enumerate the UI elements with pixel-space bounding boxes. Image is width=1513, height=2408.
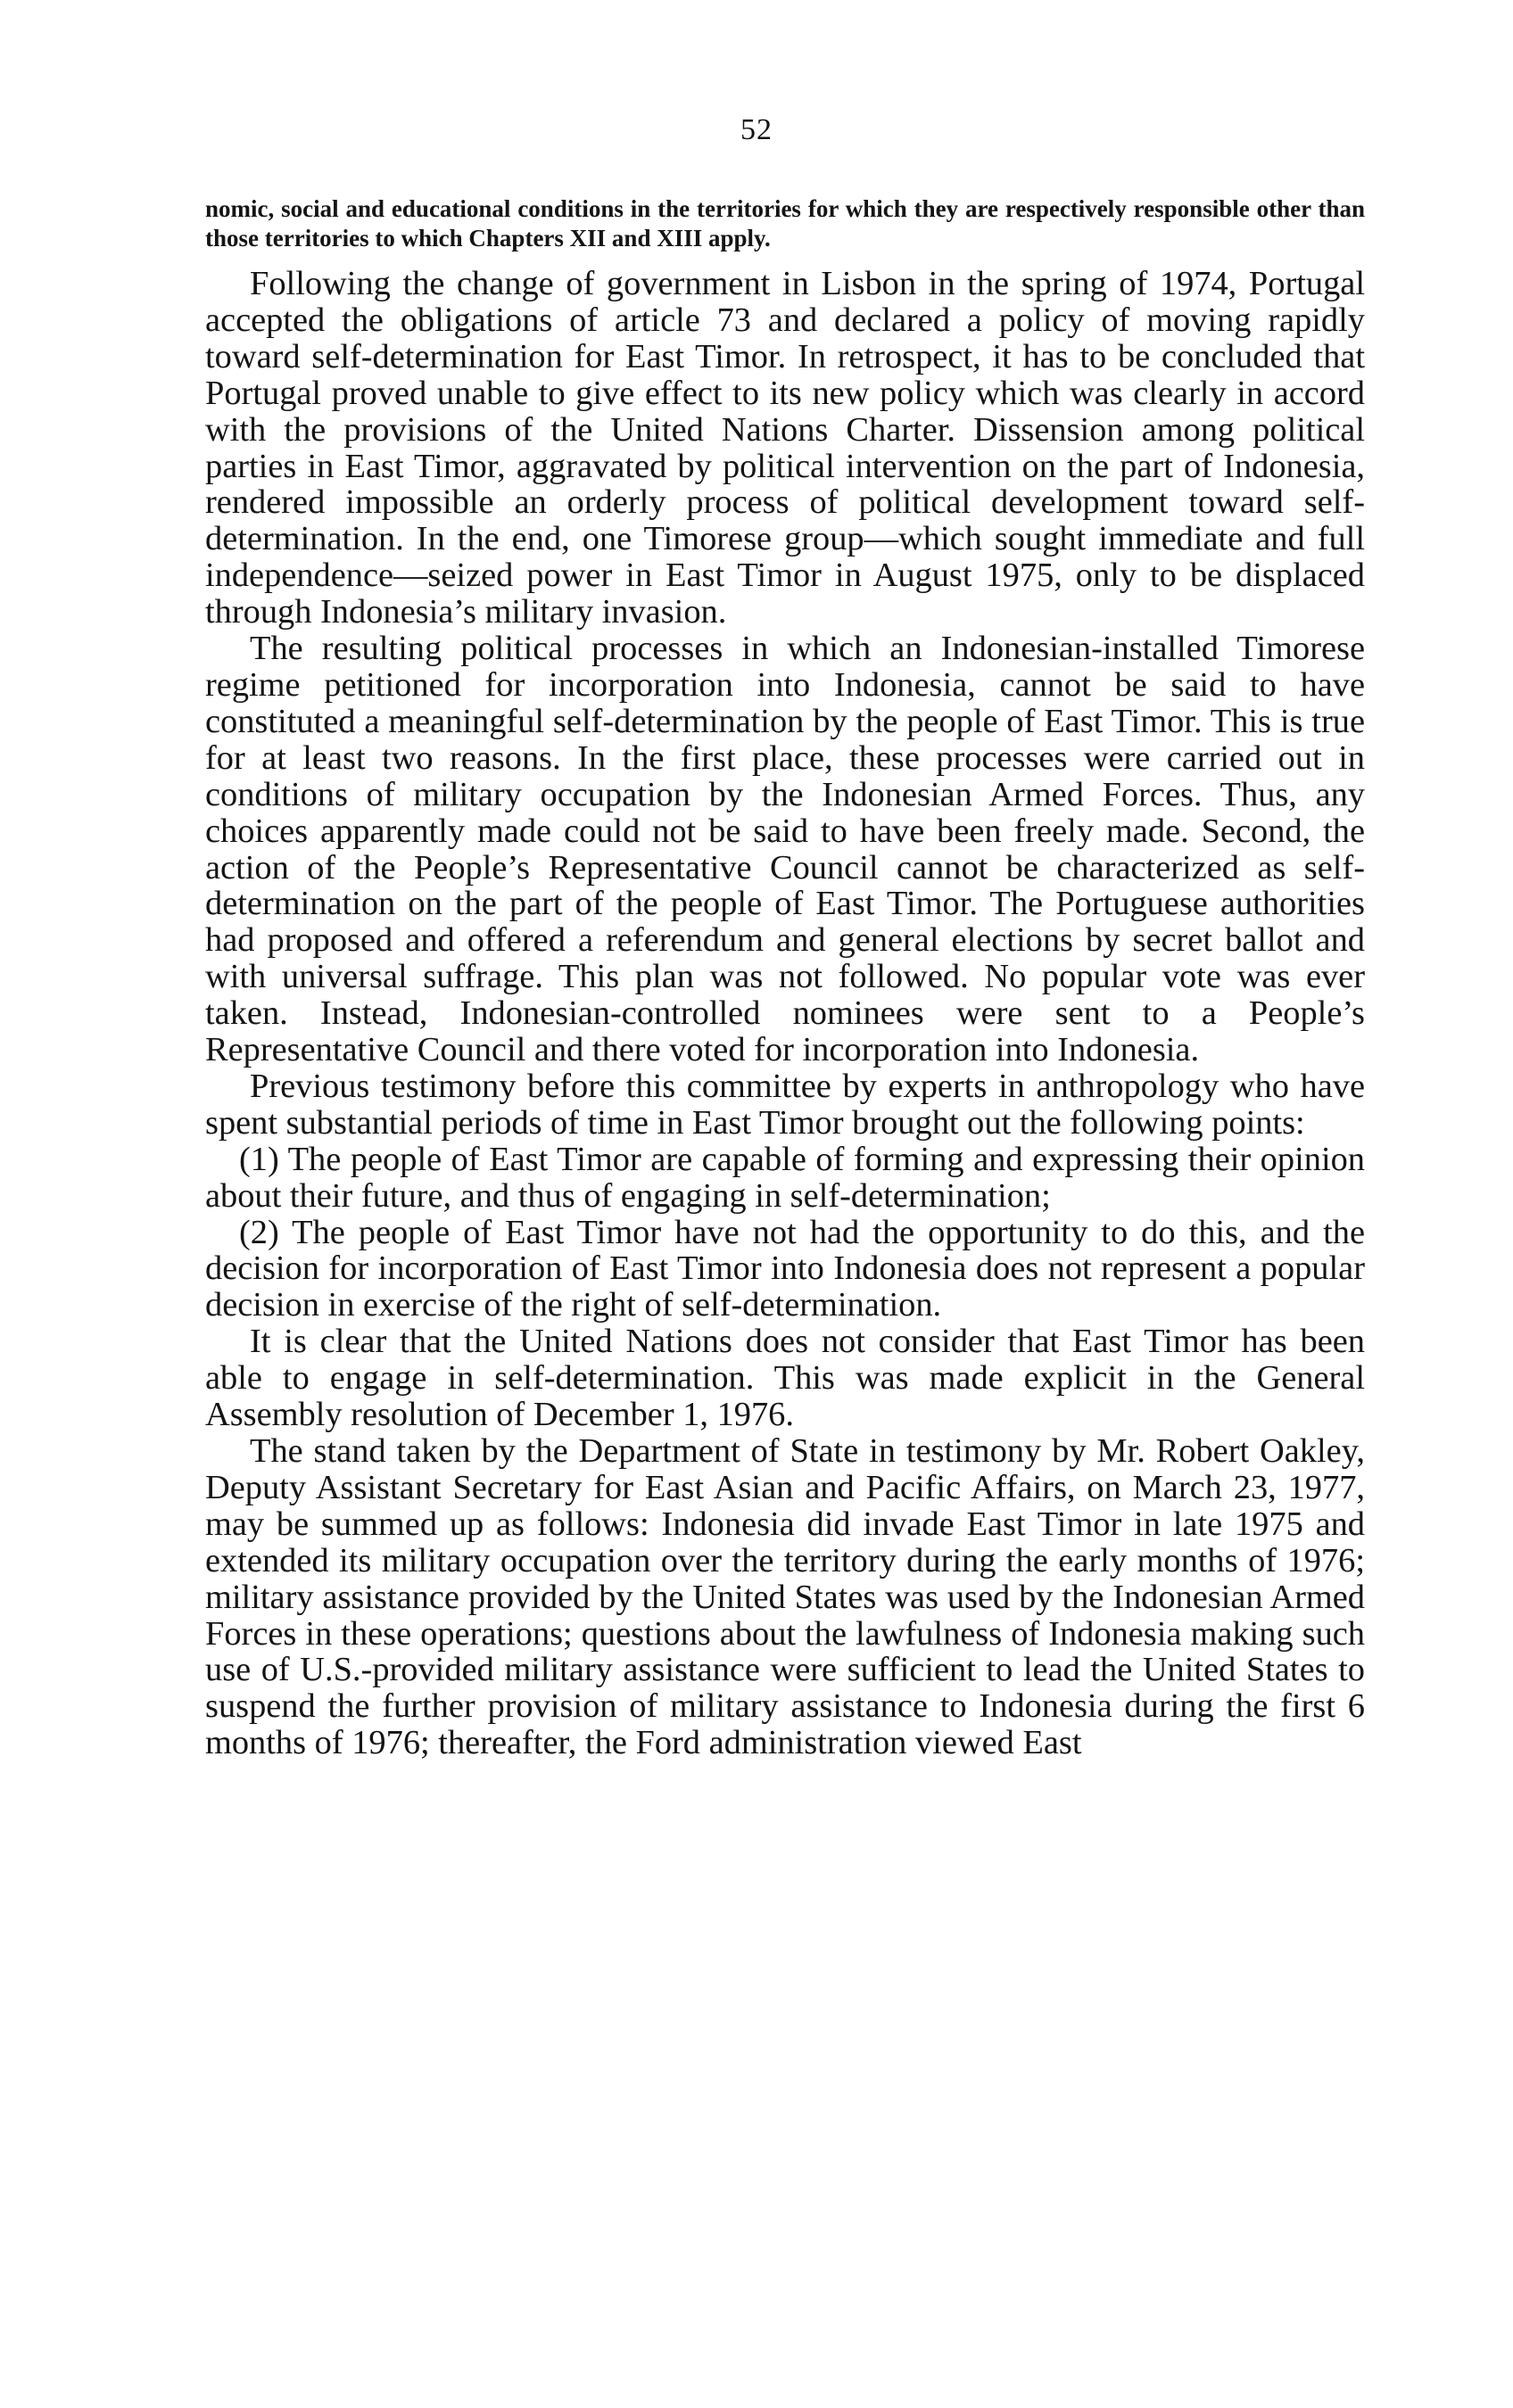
paragraph-united-nations: It is clear that the United Nations does not consider that East Timor has been able to engage in self-determination. This was made explicit in the General Assembly resolution of December 1, 1976.: [205, 1323, 1365, 1434]
paragraph-point-1: (1) The people of East Timor are capable of forming and expressing their opinion about their future, and thus of engaging in self-determination;: [205, 1140, 1365, 1215]
text-column: [205, 194, 1365, 1761]
paragraph-department-of-state: The stand taken by the Department of State in testimony by Mr. Robert Oakley, Deputy Assistant Secretary for East Asian and Pacific Affairs, on March 23, 1977, may be summed up as follows: Indonesia did invade East Timor in late 1975 and extended its military occupation over the territory during the early months of 1976; military assistance provided by the United States was used by the Indonesian Armed Forces in these operations; questions about the lawfulness of Indonesia making such use of U.S.-provided military assistance were sufficient to lead the United States to suspend the further provision of military assistance to Indonesia during the first 6 months of 1976; thereafter, the Ford administration viewed East: [205, 1432, 1365, 1762]
paragraph-point-2: (2) The people of East Timor have not had the opportunity to do this, and the decision for incorporation of East Timor into Indonesia does not represent a popular decision in exercise of the right of self-determination.: [205, 1213, 1365, 1324]
paragraph-political-processes: The resulting political processes in which an Indonesian-installed Timorese regime petitioned for incorporation into Indonesia, cannot be said to have constituted a meaningful self-determination by the people of East Timor. This is true for at least two reasons. In the first place, these processes were carried out in conditions of military occupation by the Indonesian Armed Forces. Thus, any choices apparently made could not be said to have been freely made. Second, the action of the People’s Representative Council cannot be characterized as self-determination on the part of the people of East Timor. The Portuguese authorities had proposed and offered a referendum and general elections by secret ballot and with universal suffrage. This plan was not followed. No popular vote was ever taken. Instead, Indonesian-controlled nominees were sent to a People’s Representative Council and there voted for incorporation into Indonesia.: [205, 630, 1365, 1069]
paragraph-portugal-policy: Following the change of government in Lisbon in the spring of 1974, Portugal accepted the obligations of article 73 and declared a policy of moving rapidly toward self-determination for East Timor. In retrospect, it has to be concluded that Portugal proved unable to give effect to its new policy which was clearly in accord with the provisions of the United Nations Charter. Dissension among political parties in East Timor, aggravated by political intervention on the part of Indonesia, rendered impossible an orderly process of political development toward self-determination. In the end, one Timorese group—which sought immediate and full independence—seized power in East Timor in August 1975, only to be displaced through Indonesia’s military invasion.: [205, 265, 1365, 631]
continued-quote: nomic, social and educational conditions in the territories for which they are respectively responsible other than those territories to which Chapters XII and XIII apply.: [205, 195, 1365, 252]
page-number: 52: [740, 113, 773, 146]
paragraph-previous-testimony: Previous testimony before this committee by experts in anthropology who have spent substantial periods of time in East Timor brought out the following points:: [205, 1067, 1365, 1142]
